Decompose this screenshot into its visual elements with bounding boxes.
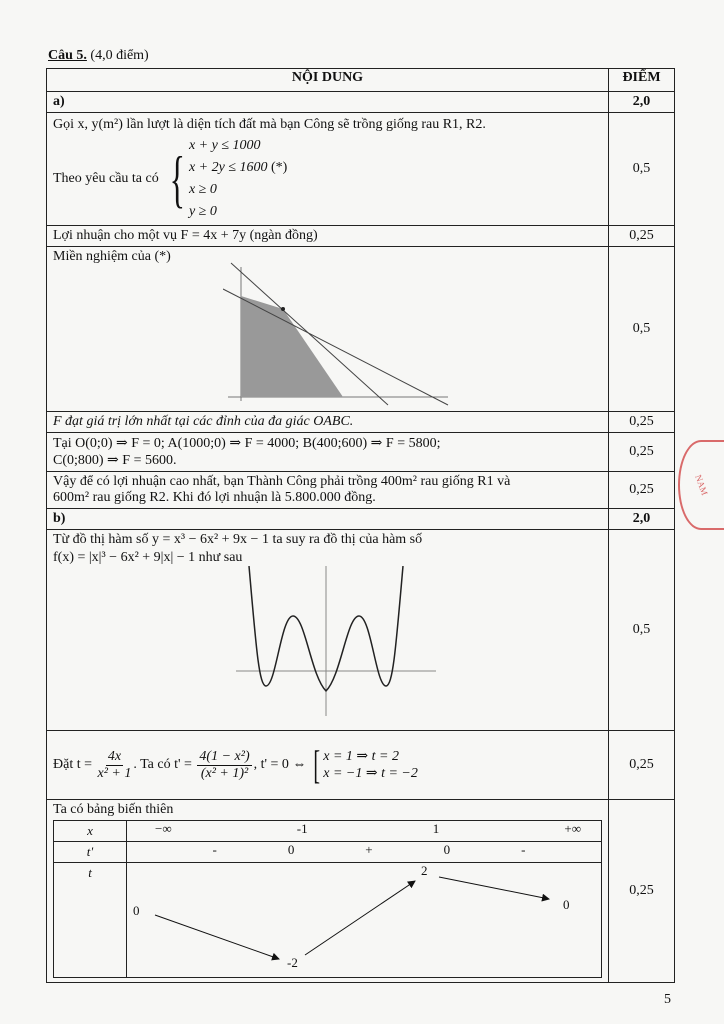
ineq-4: y ≥ 0 xyxy=(188,204,217,219)
conclusion-points: 0,25 xyxy=(609,472,675,509)
bbt-x-row xyxy=(54,821,602,842)
part-b-header xyxy=(47,509,675,530)
stamp xyxy=(678,440,724,530)
variation-text: Ta có bảng biến thiên xyxy=(53,802,174,817)
bbt-dt-values: - 0 + 0 - xyxy=(127,842,602,863)
header-content: NỘI DUNG xyxy=(47,69,609,92)
substitution-cell xyxy=(47,731,609,800)
system-prefix: Theo yêu cầu ta có xyxy=(53,171,159,187)
bbt-x-values: −∞ -1 1 +∞ xyxy=(127,821,602,842)
region-text: Miền nghiệm của (*) xyxy=(53,249,171,264)
bbt-dt-label: t' xyxy=(54,842,127,863)
cases: [ x = 1 ⇒ t = 2 x = −1 ⇒ t = −2 xyxy=(313,742,418,787)
graph-row xyxy=(47,530,675,731)
variables-text: Gọi x, y(m²) lần lượt là diện tích đất mà bạn Công sẽ trồng giống rau R1, R2. xyxy=(53,117,486,132)
profit-row xyxy=(47,226,675,247)
variation-points: 0,25 xyxy=(609,800,675,983)
feasible-region xyxy=(241,296,343,397)
bbt-x-label: x xyxy=(54,821,127,842)
part-a-points: 2,0 xyxy=(609,92,675,113)
part-a-row-points: 0,5 xyxy=(609,113,675,226)
conclusion-cell xyxy=(47,472,609,509)
vertices-cell xyxy=(47,433,609,472)
conclusion-line-2: 600m² rau giống R2. Khi đó lợi nhuận là 5.800.000 đồng. xyxy=(53,490,376,505)
max-row xyxy=(47,412,675,433)
vertex-b xyxy=(281,307,285,311)
vertices-line-2: C(0;800) ⇒ F = 5600. xyxy=(53,453,177,468)
conclusion-row xyxy=(47,472,675,509)
ineq-1: x + y ≤ 1000 xyxy=(188,138,261,153)
part-b-points: 2,0 xyxy=(609,509,675,530)
graph-points: 0,5 xyxy=(609,530,675,731)
part-b-label: b) xyxy=(47,509,609,530)
question-label: Câu 5. xyxy=(48,48,87,63)
vertices-row xyxy=(47,433,675,472)
feasible-region-graph xyxy=(223,259,453,409)
part-a-header xyxy=(47,92,675,113)
sub-cond: , t' = 0 ⇔ xyxy=(253,757,307,773)
graph-line-2: f(x) = |x|³ − 6x² + 9|x| − 1 như sau xyxy=(53,550,243,565)
variation-table xyxy=(53,820,602,978)
max-text: F đạt giá trị lớn nhất tại các đỉnh của đa giác OABC. xyxy=(47,412,609,433)
t-val-3: 0 xyxy=(563,897,570,912)
max-points: 0,25 xyxy=(609,412,675,433)
dt-fraction: $\frac{\text{4(1 − x²)}}{\text{(x² + 1)²}}$ xyxy=(199,748,250,781)
bbt-arrows xyxy=(127,863,597,973)
graph-cell xyxy=(47,530,609,731)
ineq-2: x + 2y ≤ 1600 (*) xyxy=(188,160,288,175)
case-2: x = −1 ⇒ t = −2 xyxy=(323,766,418,781)
answer-table xyxy=(46,68,675,983)
variation-cell xyxy=(47,800,609,983)
part-a-label: a) xyxy=(47,92,609,113)
part-a-row xyxy=(47,113,675,226)
substitution-points: 0,25 xyxy=(609,731,675,800)
header-points: ĐIỂM xyxy=(609,69,675,92)
sub-mid: . Ta có t' = xyxy=(133,757,192,773)
region-row xyxy=(47,247,675,412)
conclusion-line-1: Vậy để có lợi nhuận cao nhất, bạn Thành Công phải trồng 400m² rau giống R1 và xyxy=(53,474,511,489)
region-cell xyxy=(47,247,609,412)
page-number: 5 xyxy=(664,992,671,1007)
header-row xyxy=(47,69,675,92)
bbt-t-values xyxy=(127,863,602,978)
case-1: x = 1 ⇒ t = 2 xyxy=(323,749,399,764)
profit-points: 0,25 xyxy=(609,226,675,247)
t-val-0: 0 xyxy=(133,903,140,918)
question-score: (4,0 điểm) xyxy=(90,48,149,63)
t-val-1: -2 xyxy=(287,955,298,970)
ineq-3: x ≥ 0 xyxy=(188,182,217,197)
bbt-dt-row xyxy=(54,842,602,863)
stamp-text: NAM xyxy=(693,473,711,497)
vertices-points: 0,25 xyxy=(609,433,675,472)
bbt-t-row xyxy=(54,863,602,978)
t-fraction: $\frac{4x}{\text{x² + 1}}$ xyxy=(97,748,132,781)
function-graph xyxy=(231,566,441,716)
bbt-t-label: t xyxy=(54,863,127,978)
profit-text: Lợi nhuận cho một vụ F = 4x + 7y (ngàn đồng) xyxy=(47,226,609,247)
part-a-content xyxy=(47,113,609,226)
t-val-2: 2 xyxy=(421,863,428,878)
variation-row xyxy=(47,800,675,983)
region-points: 0,5 xyxy=(609,247,675,412)
substitution-row xyxy=(47,731,675,800)
inequality-system: { x + y ≤ 1000 x + 2y ≤ 1600 (*) x ≥ 0 y ≥ 0 xyxy=(162,135,287,223)
vertices-line-1: Tại O(0;0) ⇒ F = 0; A(1000;0) ⇒ F = 4000; B(400;600) ⇒ F = 5800; xyxy=(53,436,441,451)
question-title xyxy=(48,48,149,64)
graph-line-1: Từ đồ thị hàm số y = x³ − 6x² + 9x − 1 ta suy ra đồ thị của hàm số xyxy=(53,532,423,547)
sub-prefix: Đặt t = xyxy=(53,757,92,773)
